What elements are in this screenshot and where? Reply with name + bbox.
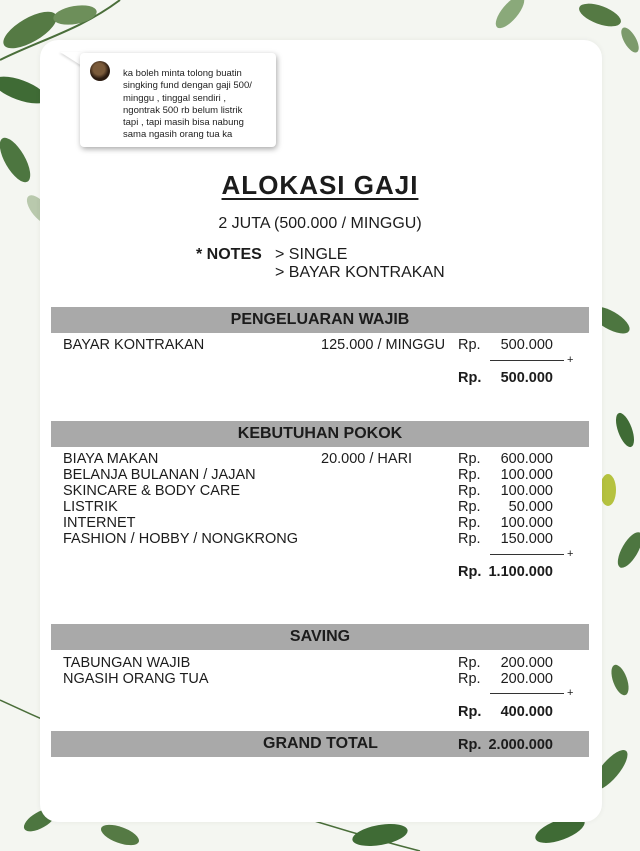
subtotal-amount: 1.100.000: [488, 564, 553, 580]
row-item: BIAYA MAKAN: [63, 451, 159, 467]
section-header-pengeluaran-wajib: PENGELUARAN WAJIB: [51, 307, 589, 333]
comment-tail: [60, 52, 82, 66]
sum-line: [490, 693, 564, 694]
subtotal-currency: Rp.: [458, 564, 482, 580]
row-currency: Rp.: [458, 337, 481, 353]
page-title: ALOKASI GAJI: [221, 170, 419, 200]
subtitle: 2 JUTA (500.000 / MINGGU): [218, 215, 422, 232]
row-amount: 150.000: [500, 531, 553, 547]
row-currency: Rp.: [458, 499, 481, 515]
row-currency: Rp.: [458, 655, 481, 671]
sum-line: [490, 554, 564, 555]
grand-total-label: GRAND TOTAL: [263, 735, 378, 752]
subtotal-currency: Rp.: [458, 370, 482, 386]
plus-sign: +: [567, 354, 574, 366]
subtotal-amount: 500.000: [500, 370, 553, 386]
subtotal-currency: Rp.: [458, 704, 482, 720]
row-currency: Rp.: [458, 671, 481, 687]
subtotal-amount: 400.000: [500, 704, 553, 720]
section-header-saving: SAVING: [51, 624, 589, 650]
note-item: > SINGLE: [275, 246, 348, 263]
note-item: > BAYAR KONTRAKAN: [275, 264, 445, 281]
row-item: TABUNGAN WAJIB: [63, 655, 191, 671]
plus-sign: +: [567, 687, 574, 699]
row-currency: Rp.: [458, 467, 481, 483]
row-amount: 200.000: [500, 671, 553, 687]
row-currency: Rp.: [458, 483, 481, 499]
row-amount: 200.000: [500, 655, 553, 671]
grand-total-currency: Rp.: [458, 737, 482, 753]
row-amount: 100.000: [500, 467, 553, 483]
row-amount: 100.000: [500, 515, 553, 531]
row-amount: 50.000: [508, 499, 553, 515]
row-item: BAYAR KONTRAKAN: [63, 337, 205, 353]
plus-sign: +: [567, 548, 574, 560]
row-item: NGASIH ORANG TUA: [63, 671, 209, 687]
page-title-wrap: [0, 170, 640, 201]
row-item: INTERNET: [63, 515, 136, 531]
section-header-kebutuhan-pokok: KEBUTUHAN POKOK: [51, 421, 589, 447]
row-qty: 20.000 / HARI: [321, 451, 413, 467]
row-qty: 125.000 / MINGGU: [321, 337, 446, 353]
row-currency: Rp.: [458, 451, 481, 467]
row-item: BELANJA BULANAN / JAJAN: [63, 467, 256, 483]
comment-text: ka boleh minta tolong buatin singking fund dengan gaji 500/ minggu , tinggal sendiri , ngontrak 500 rb belum listrik tapi , tapi masih bisa nabung sama ngasih orang tua ka: [123, 68, 252, 141]
row-amount: 600.000: [500, 451, 553, 467]
sum-line: [490, 360, 564, 361]
grand-total-amount: 2.000.000: [488, 737, 553, 753]
row-currency: Rp.: [458, 515, 481, 531]
notes-list: [275, 246, 445, 282]
row-item: SKINCARE & BODY CARE: [63, 483, 241, 499]
row-amount: 100.000: [500, 483, 553, 499]
notes-label: * NOTES: [196, 246, 262, 263]
row-amount: 500.000: [500, 337, 553, 353]
row-item: LISTRIK: [63, 499, 118, 515]
avatar: [90, 61, 110, 81]
row-currency: Rp.: [458, 531, 481, 547]
row-item: FASHION / HOBBY / NONGKRONG: [63, 531, 298, 547]
